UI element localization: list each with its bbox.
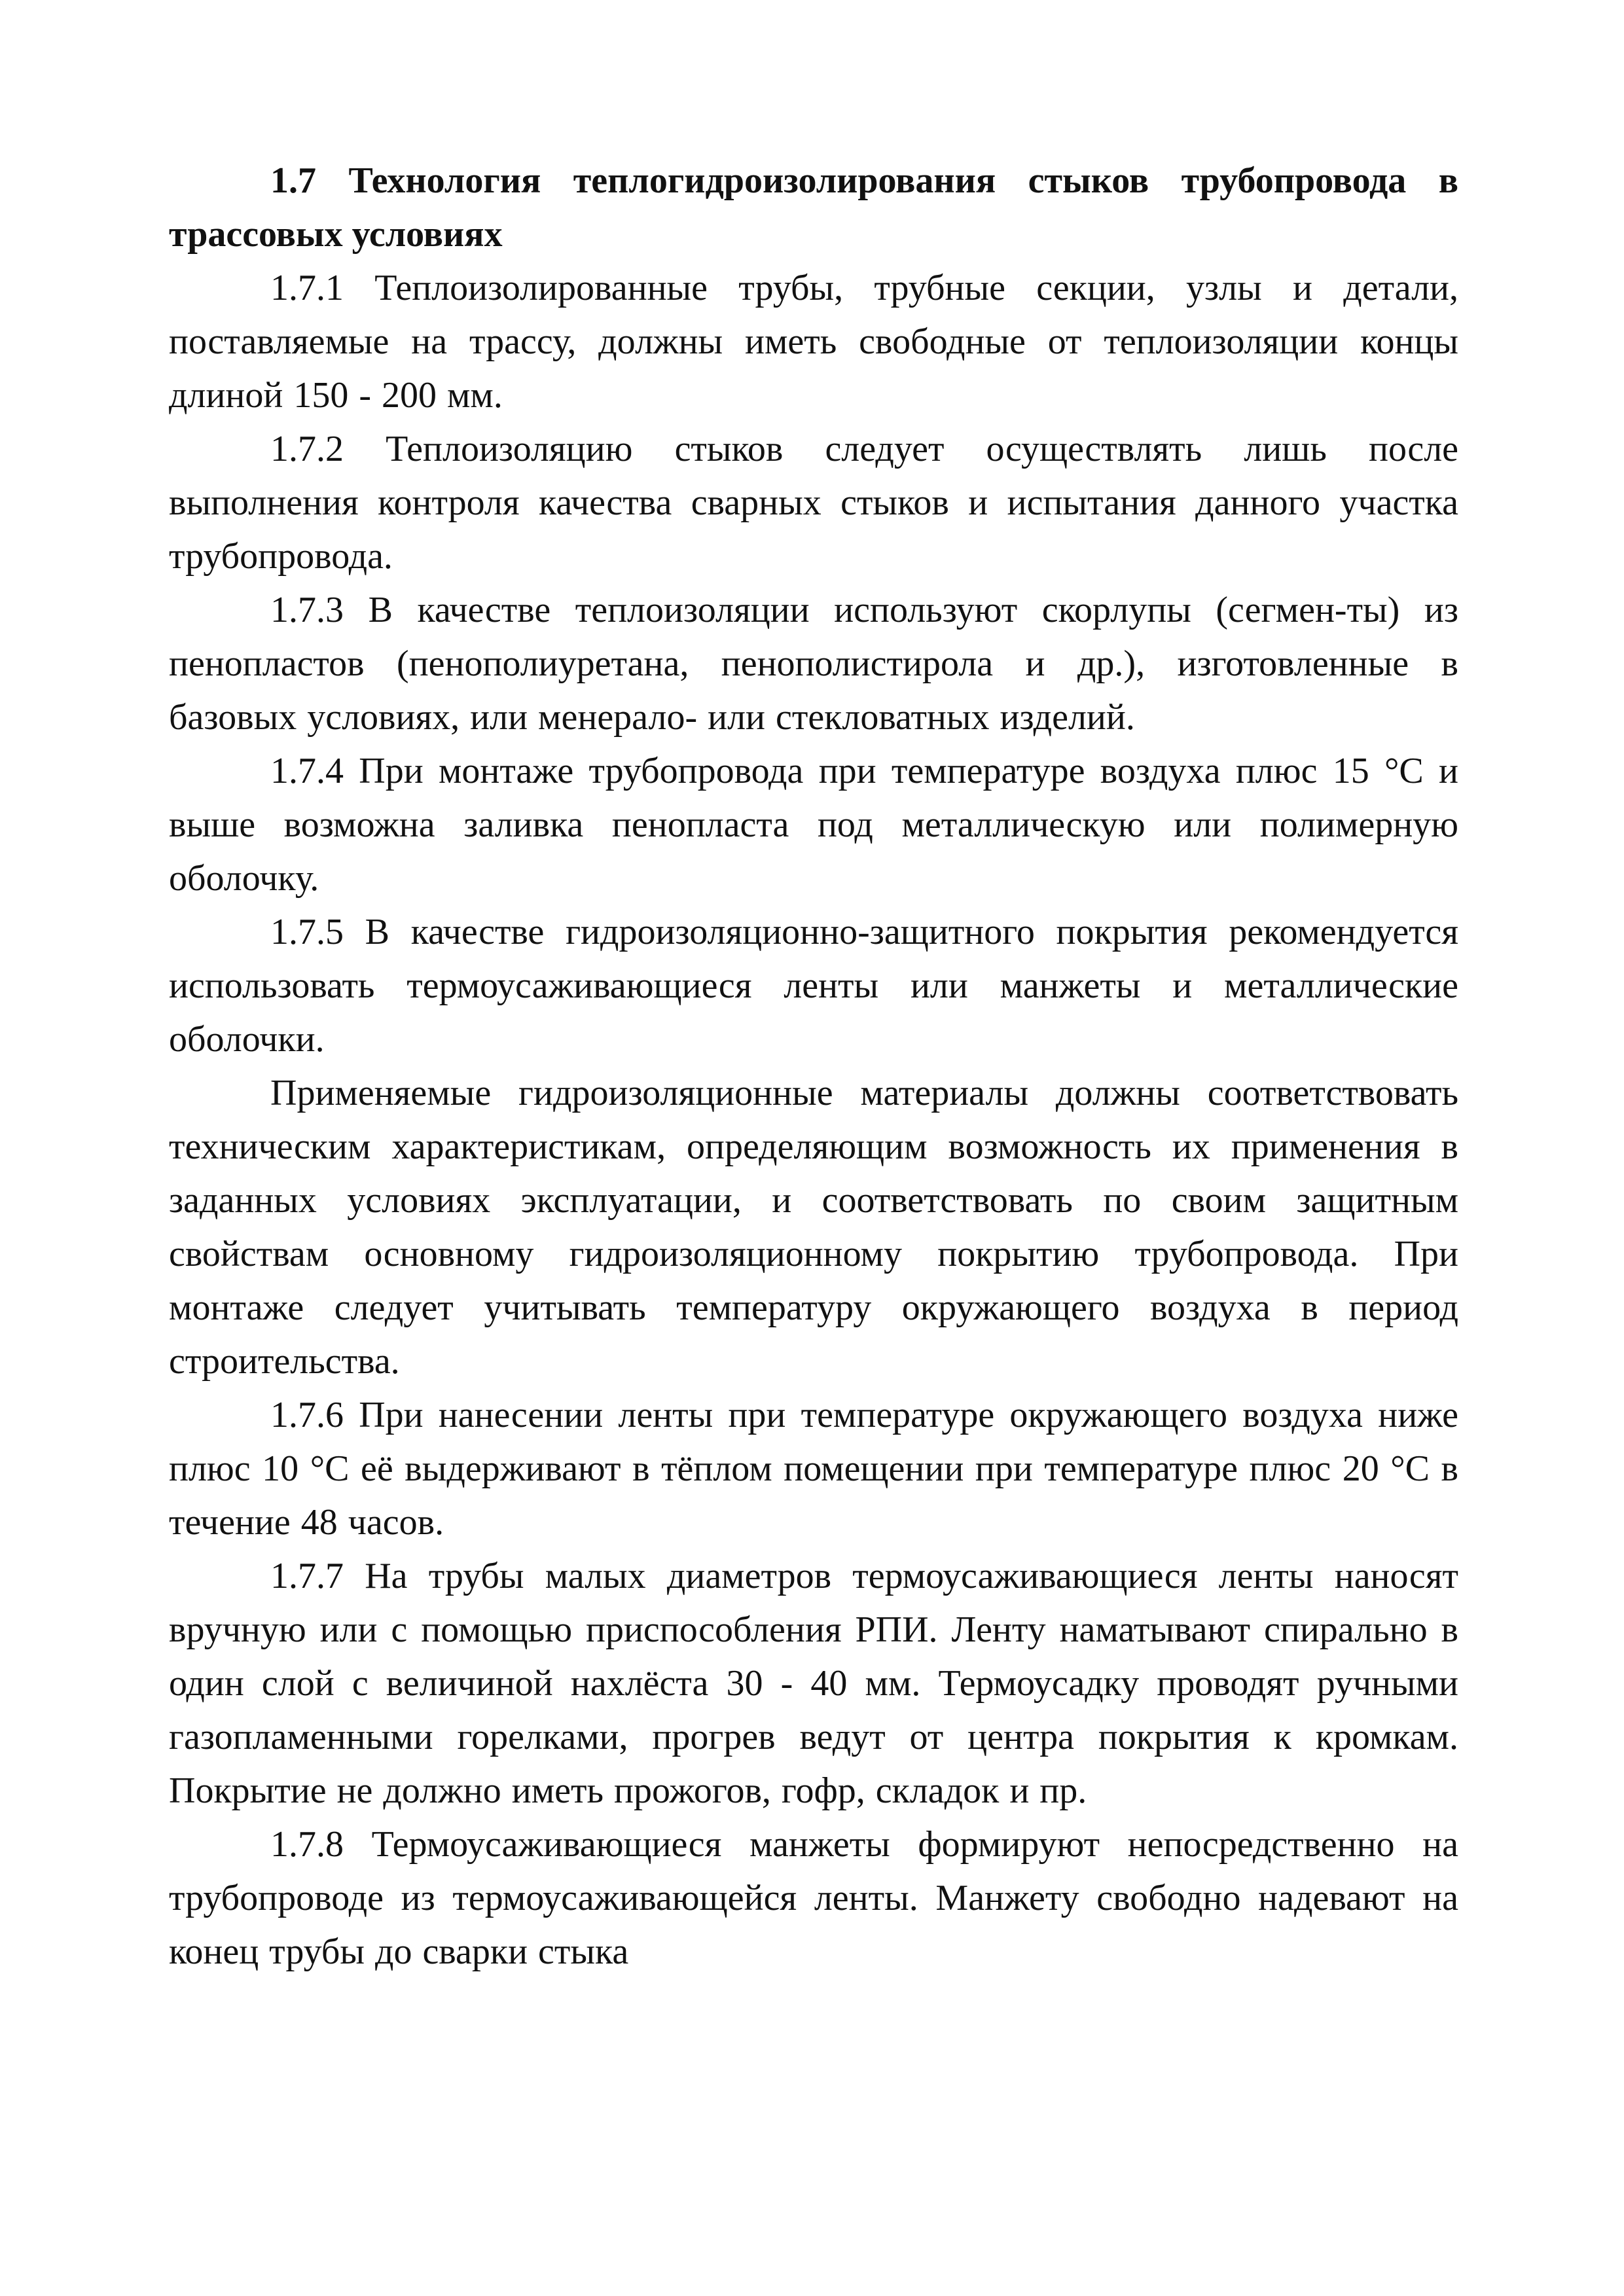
- paragraph-1-7-8: 1.7.8 Термоусаживающиеся манжеты формируют непосредственно на трубопроводе из термоусаживающейся ленты. Манжету свободно надевают на конец трубы до сварки стыка: [169, 1824, 1458, 1972]
- paragraph-1-7-2: 1.7.2 Теплоизоляцию стыков следует осуществлять лишь после выполнения контроля качества сварных стыков и испытания данного участка трубопровода.: [169, 429, 1458, 577]
- section-title: 1.7 Технология теплогидроизолирования стыков трубопровода в трассовых условиях: [169, 160, 1458, 255]
- paragraph-1-7-7: 1.7.7 На трубы малых диаметров термоусаживающиеся ленты наносят вручную или с помощью приспособления РПИ. Ленту наматывают спирально в один слой с величиной нахлёста 30 - 40 мм. Термоусадку проводят ручными газопламенными горелками, прогрев ведут от центра покрытия к кромкам. Покрытие не должно иметь прожогов, гофр, складок и пр.: [169, 1556, 1458, 1811]
- document-page: [169, 154, 1458, 1979]
- paragraph-1-7-3: 1.7.3 В качестве теплоизоляции используют скорлупы (сегмен-ты) из пенопластов (пенополиуретана, пенополистирола и др.), изготовленные в базовых условиях, или менерало- или стекловатных изделий.: [169, 590, 1458, 738]
- paragraph-1-7-1: 1.7.1 Теплоизолированные трубы, трубные секции, узлы и детали, поставляемые на трассу, должны иметь свободные от теплоизоляции концы длиной 150 - 200 мм.: [169, 268, 1458, 416]
- paragraph-1-7-4: 1.7.4 При монтаже трубопровода при температуре воздуха плюс 15 °С и выше возможна заливка пенопласта под металлическую или полимерную оболочку.: [169, 751, 1458, 899]
- paragraph-materials: Применяемые гидроизоляционные материалы должны соответствовать техническим характеристикам, определяющим возможность их применения в заданных условиях эксплуатации, и соответствовать по своим защитным свойствам основному гидроизоляционному покрытию трубопровода. При монтаже следует учитывать температуру окружающего воздуха в период строительства.: [169, 1073, 1458, 1382]
- paragraph-1-7-6: 1.7.6 При нанесении ленты при температуре окружающего воздуха ниже плюс 10 °С её выдерживают в тёплом помещении при температуре плюс 20 °С в течение 48 часов.: [169, 1395, 1458, 1543]
- paragraph-1-7-5: 1.7.5 В качестве гидроизоляционно-защитного покрытия рекомендуется использовать термоусаживающиеся ленты или манжеты и металлические оболочки.: [169, 912, 1458, 1060]
